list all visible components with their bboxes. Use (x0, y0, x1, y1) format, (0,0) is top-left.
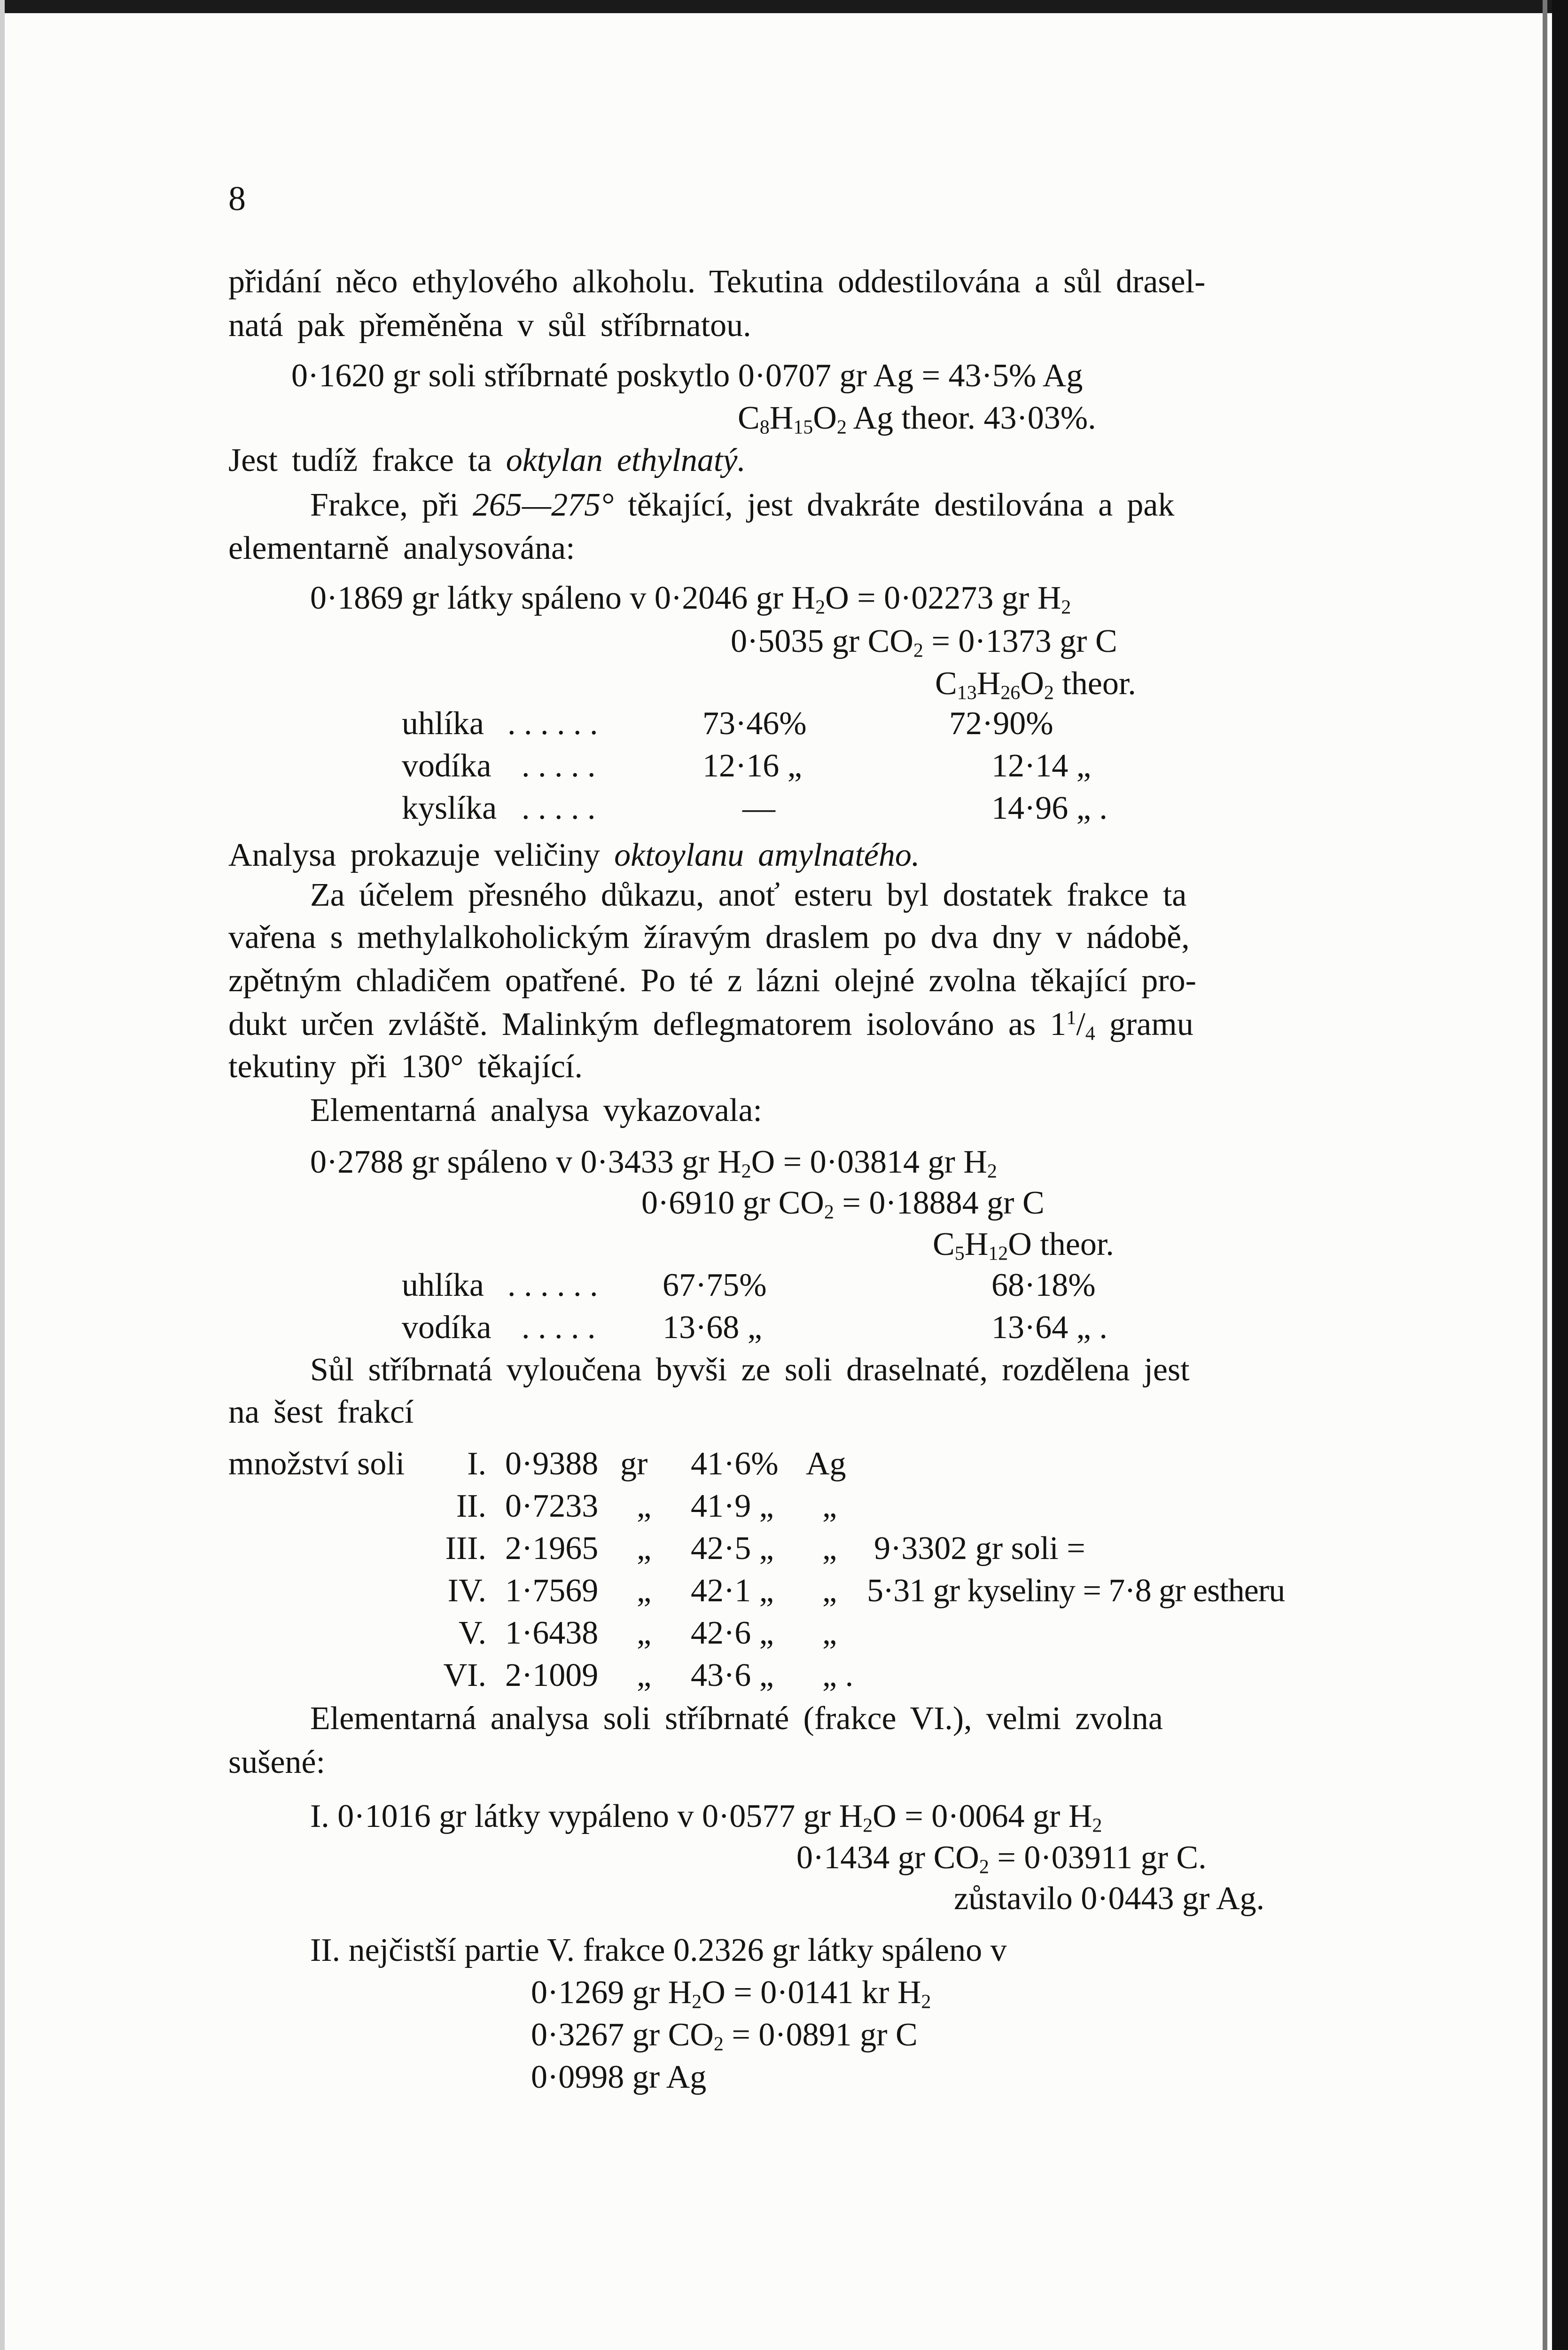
analysis1-row2-theor: 12·14 „ (991, 748, 1091, 784)
para3-text-b: těkající, jest dvakráte destilována a pak (614, 487, 1175, 523)
fraction-row1-unit: gr (620, 1446, 648, 1482)
analysis1-row3-dots: . . . . . (522, 790, 596, 826)
analysis2-row1-found: 67·75% (663, 1267, 767, 1303)
para8-line2: sušené: (228, 1744, 326, 1780)
fraction-row5-pct: 42·6 „ (691, 1615, 774, 1651)
analysis1-row3-label: kyslíka (402, 790, 497, 826)
analysis4-line3: 0·3267 gr $CO_2 = 0\cdot 0891$ gr C (531, 2017, 918, 2055)
para1-line2: natá pak přeměněna v sůl stříbrnatou. (228, 307, 751, 344)
para7-line1: Sůl stříbrnatá vyloučena byvši ze soli draselnaté, rozdělena jest (310, 1352, 1190, 1388)
para5-line3: zpětným chladičem opatřené. Po té z lázni olejné zvolna těkající pro- (228, 963, 1196, 999)
para5-line1: Za účelem přesného důkazu, anoť esteru byl dostatek frakce ta (310, 877, 1187, 913)
fraction-row4-amount: 1·7569 (505, 1573, 599, 1609)
fraction-row2-amount: 0·7233 (505, 1488, 599, 1524)
para4-text: Analysa prokazuje veličiny (228, 837, 615, 873)
analysis2-row1-theor: 68·18% (991, 1267, 1096, 1303)
analysis1-line2: 0·5035 gr $CO_2 = 0\cdot 1373$ gr C (731, 623, 1117, 662)
analysis1-row2-found: 12·16 „ (702, 748, 802, 784)
para3-range: 265—275° (472, 487, 614, 523)
para4-italic: oktoylanu amylnatého. (614, 837, 920, 873)
analysis1-line1: 0·1869 gr látky spáleno v 0·2046 gr $H_2O = 0\cdot 02273$ gr $H_2$ (310, 580, 1071, 619)
fractions-lead: množství soli (228, 1446, 405, 1482)
fraction-row6-num: VI. (443, 1657, 486, 1693)
para4-line1 (228, 834, 920, 877)
analysis2-row2-theor: 13·64 „ . (991, 1309, 1108, 1346)
fraction-row1-amount: 0·9388 (505, 1446, 599, 1482)
fraction-row5-num: V. (458, 1615, 486, 1651)
analysis1-row2-dots: . . . . . (522, 748, 596, 784)
analysis4-line4: 0·0998 gr Ag (531, 2059, 707, 2095)
fraction-row5-amount: 1·6438 (505, 1615, 599, 1651)
fraction-row3-unit: „ (637, 1530, 652, 1567)
para5-line4: dukt určen zvláště. Malinkým deflegmatorem isolováno as $1^1/_4$ gramu (228, 1006, 1194, 1045)
para2-italic: oktylan ethylnatý. (506, 442, 746, 478)
analysis2-row2-found: 13·68 „ (663, 1309, 762, 1346)
analysis3-line2: 0·1434 gr $CO_2 = 0\cdot 03911$ gr C. (796, 1840, 1207, 1878)
fraction-row2-elem: „ (822, 1488, 837, 1524)
fraction-row4-note: 5·31 gr kyseliny = 7·8 gr estheru (867, 1573, 1285, 1609)
fraction-row3-amount: 2·1965 (505, 1530, 599, 1567)
analysis2-row1-dots: . . . . . . (507, 1267, 598, 1303)
para2-line1 (228, 439, 746, 482)
fraction-row2-num: II. (456, 1488, 486, 1524)
fraction-row6-unit: „ (637, 1657, 652, 1693)
fraction-row1-num: I. (467, 1446, 486, 1482)
fraction-row3-note: 9·3302 gr soli = (874, 1530, 1085, 1567)
fraction-row1-elem: Ag (806, 1446, 846, 1482)
para3-line2: elementarně analysována: (228, 530, 575, 566)
para3-text-a: Frakce, při (310, 487, 473, 523)
fraction-row6-amount: 2·1009 (505, 1657, 599, 1693)
analysis1-row2-label: vodíka (402, 748, 491, 784)
fraction-row3-pct: 42·5 „ (691, 1530, 774, 1567)
fraction-row2-unit: „ (637, 1488, 652, 1524)
para5-line5: tekutiny při 130° těkající. (228, 1049, 583, 1085)
fraction-row6-pct: 43·6 „ (691, 1657, 774, 1693)
para8-line1: Elementarná analysa soli stříbrnaté (frakce VI.), velmi zvolna (310, 1700, 1163, 1737)
fraction-row5-elem: „ (822, 1615, 837, 1651)
analysis2-row2-dots: . . . . . (522, 1309, 596, 1346)
fraction-row1-pct: 41·6% (691, 1446, 779, 1482)
fraction-row4-pct: 42·1 „ (691, 1573, 774, 1609)
analysis3-line3: zůstavilo 0·0443 gr Ag. (954, 1880, 1265, 1917)
analysis1-row1-found: 73·46% (702, 705, 807, 742)
fraction-row3-elem: „ (822, 1530, 837, 1567)
calc1-line2: $C_8H_{15}O_2$ Ag theor. 43·03%. (738, 400, 1096, 439)
fraction-row6-elem: „ . (822, 1657, 854, 1693)
analysis1-row3-found: — (742, 790, 775, 826)
analysis2-line1: 0·2788 gr spáleno v 0·3433 gr $H_2O = 0\cdot 03814$ gr $H_2$ (310, 1144, 997, 1183)
analysis1-row1-theor: 72·90% (949, 705, 1053, 742)
analysis2-line2: 0·6910 gr $CO_2 = 0\cdot 18884$ gr C (641, 1185, 1045, 1223)
para6-line1: Elementarná analysa vykazovala: (310, 1092, 762, 1128)
analysis4-line2: 0·1269 gr $H_2O = 0\cdot 0141$ kr $H_2$ (531, 1974, 931, 2013)
analysis1-row3-theor: 14·96 „ . (991, 790, 1108, 826)
analysis4-line1: II. nejčistší partie V. frakce 0.2326 gr látky spáleno v (310, 1932, 1007, 1968)
analysis2-theor-header: $C_5H_{12}O$ theor. (933, 1226, 1114, 1265)
analysis3-line1: I. 0·1016 gr látky vypáleno v 0·0577 gr $H_2O = 0\cdot 0064$ gr $H_2$ (310, 1798, 1102, 1837)
fraction-row3-num: III. (445, 1530, 486, 1567)
fraction-row4-num: IV. (447, 1573, 486, 1609)
calc1-line1: 0·1620 gr soli stříbrnaté poskytlo 0·0707 gr Ag = 43·5% Ag (291, 358, 1083, 394)
analysis1-row1-label: uhlíka (402, 705, 484, 742)
fraction-row5-unit: „ (637, 1615, 652, 1651)
analysis1-theor-header: $C_{13}H_{26}O_2$ theor. (935, 666, 1136, 704)
analysis2-row2-label: vodíka (402, 1309, 491, 1346)
para7-line2: na šest frakcí (228, 1394, 414, 1430)
analysis1-row1-dots: . . . . . . (507, 705, 598, 742)
para3-line1 (310, 484, 1174, 526)
para1-line1: přidání něco ethylového alkoholu. Tekutina oddestilována a sůl drasel- (228, 264, 1206, 300)
fraction-row4-elem: „ (822, 1573, 837, 1609)
para5-line2: vařena s methylalkoholickým žíravým draslem po dva dny v nádobě, (228, 919, 1190, 956)
fraction-row2-pct: 41·9 „ (691, 1488, 774, 1524)
para2-text: Jest tudíž frakce ta (228, 442, 506, 478)
page-number: 8 (228, 180, 246, 218)
fraction-row4-unit: „ (637, 1573, 652, 1609)
analysis2-row1-label: uhlíka (402, 1267, 484, 1303)
